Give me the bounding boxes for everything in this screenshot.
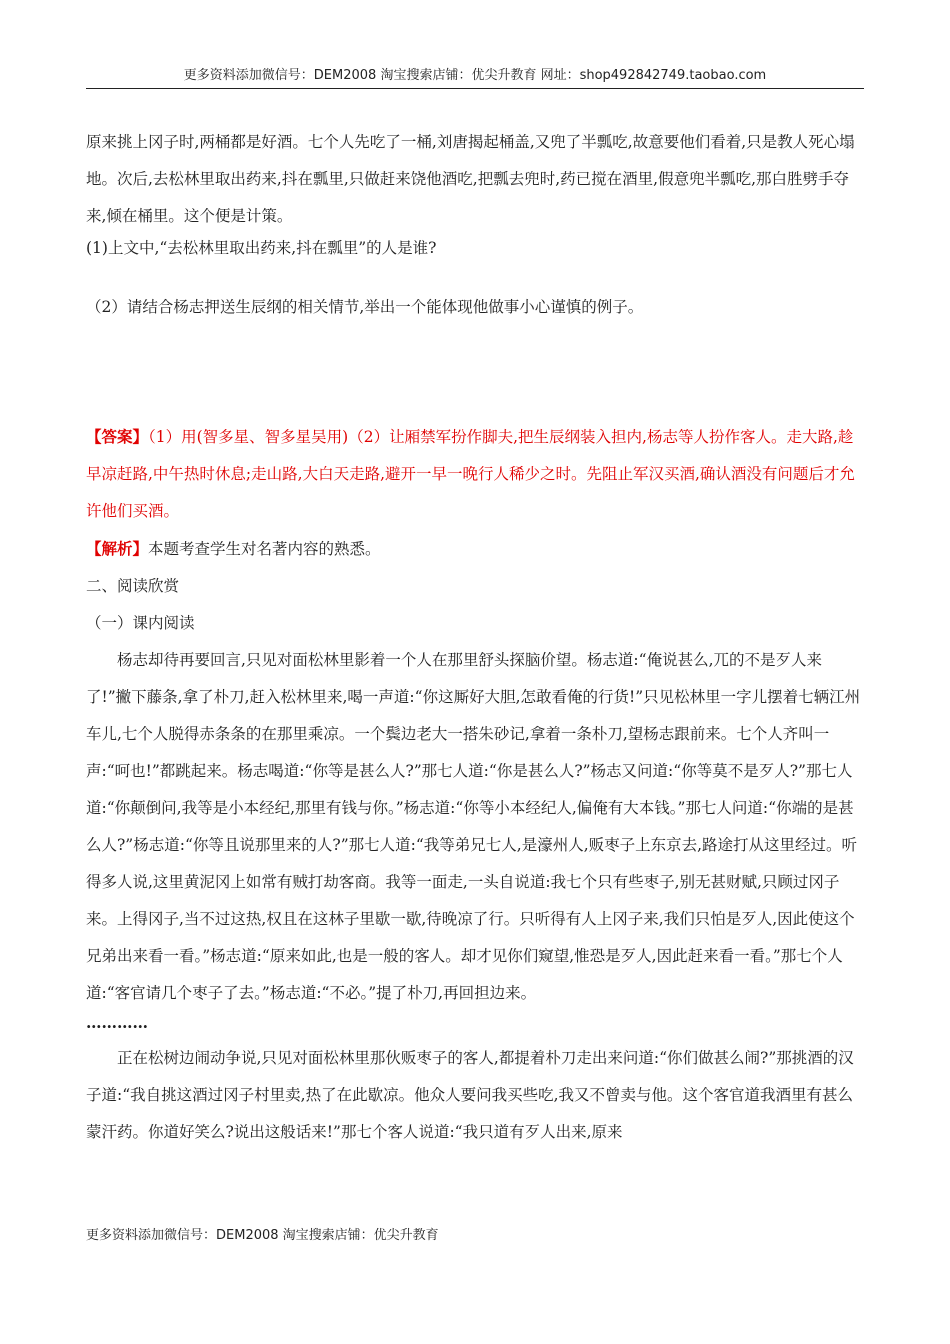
answer-text: （1）用(智多星、智多星吴用)（2）让厢禁军扮作脚夫,把生辰纲装入担内,杨志等人扮作客人。走大路,趁早凉赶路,中午热时休息;走山路,大白天走路,避开一早一晚行人稀少之时。先阻止军汉买酒,确认酒没有问题后才允许他们买酒。 [86, 428, 855, 520]
subsection-title: （一）课内阅读 [86, 614, 195, 632]
passage-excerpt-3: 正在松树边闹动争说,只见对面松林里那伙贩枣子的客人,都提着朴刀走出来问道:“你们做甚么闹?”那挑酒的汉子道:“我自挑这酒过冈子村里卖,热了在此歇凉。他众人要问我买些吃,我又不曾卖与他。这个客官道我酒里有甚么蒙汗药。你道好笑么?说出这般话来!”那七个客人说道:“我只道有歹人出来,原来 [86, 1049, 854, 1141]
answer-space-2 [86, 326, 864, 418]
question-2: （2）请结合杨志押送生辰纲的相关情节,举出一个能体现他做事小心谨慎的例子。 [86, 298, 644, 316]
passage-excerpt-2: 杨志却待再要回言,只见对面松林里影着一个人在那里舒头探脑价望。杨志道:“俺说甚么,兀的不是歹人来了!”撇下藤条,拿了朴刀,赶入松林里来,喝一声道:“你这厮好大胆,怎敢看俺的行货!”只见松林里一字儿摆着七辆江州车儿,七个人脱得赤条条的在那里乘凉。一个鬓边老大一搭朱砂记,拿着一条朴刀,望杨志跟前来。七个人齐叫一声:“呵也!”都跳起来。杨志喝道:“你等是甚么人?”那七人道:“你是甚么人?”杨志又问道:“你等莫不是歹人?”那七人道:“你颠倒问,我等是小本经纪,那里有钱与你。”杨志道:“你等小本经纪人,偏俺有大本钱。”那七人问道:“你端的是甚么人?”杨志道:“你等且说那里来的人?”那七人道:“我等弟兄七人,是濠州人,贩枣子上东京去,路途打从这里经过。听得多人说,这里黄泥冈上如常有贼打劫客商。我等一面走,一头自说道:我七个只有些枣子,别无甚财赋,只顾过冈子来。上得冈子,当不过这热,权且在这林子里歇一歇,待晚凉了行。只听得有人上冈子来,我们只怕是歹人,因此使这个兄弟出来看一看。”杨志道:“原来如此,也是一般的客人。却才见你们窥望,惟恐是歹人,因此赶来看一看。”那七个人道:“客官请几个枣子了去。”杨志道:“不必。”提了朴刀,再回担边来。 [86, 651, 861, 1002]
answer-block [86, 418, 864, 530]
passage-excerpt-1: 原来挑上冈子时,两桶都是好酒。七个人先吃了一桶,刘唐揭起桶盖,又兜了半瓢吃,故意要他们看着,只是教人死心塌地。次后,去松林里取出药来,抖在瓢里,只做赶来饶他酒吃,把瓢去兜时,药已搅在酒里,假意兜半瓢吃,那白胜劈手夺来,倾在桶里。这个便是计策。 [86, 133, 855, 225]
analysis-label: 【解析】 [86, 539, 149, 558]
page-header: 更多资料添加微信号：DEM2008 淘宝搜索店铺：优尖升教育 网址：shop492842749.taobao.com [86, 66, 864, 89]
answer-space-1 [86, 261, 864, 289]
answer-label: 【答案】 [86, 427, 149, 446]
analysis-block [86, 530, 864, 568]
page-footer: 更多资料添加微信号：DEM2008 淘宝搜索店铺：优尖升教育 [86, 1228, 439, 1243]
ellipsis-divider: ………… [86, 1013, 148, 1032]
question-1: (1)上文中,“去松林里取出药来,抖在瓢里”的人是谁? [86, 239, 437, 257]
analysis-text: 本题考查学生对名著内容的熟悉。 [148, 540, 381, 558]
section-title: 二、阅读欣赏 [86, 577, 180, 595]
document-body [86, 124, 864, 1151]
